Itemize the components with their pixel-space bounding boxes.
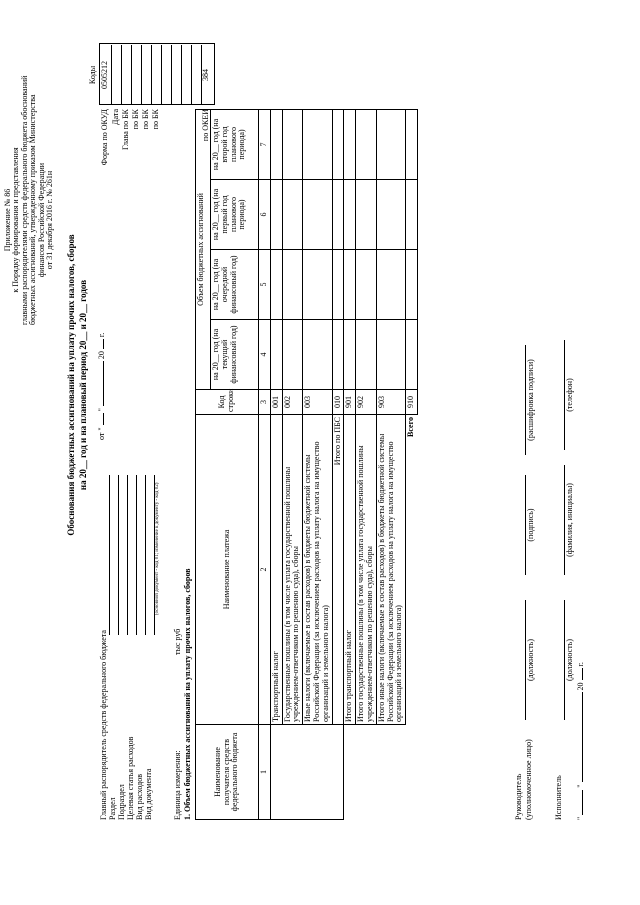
col-num: 6 [259,180,271,250]
row-code: 901 [344,390,356,415]
form-subtitle: на 20__ год и на плановый период 20__ и 20__ годов [78,279,88,491]
column-numbers-row [259,109,271,819]
value-cell[interactable] [303,109,332,179]
payment-name: Итого по ПБС [332,415,344,725]
payment-name: Всего [406,415,418,725]
field-label-razdel: Раздел [108,797,117,820]
value-cell[interactable] [282,180,303,250]
sign-date: " " 20 г. [576,662,585,820]
col-header-recipient: Наименование получателя средств федерального бюджета [196,725,259,820]
field-label-cs: Целевая статья расходов [126,736,135,820]
caption-position: (должность) [565,639,574,681]
appendix-line: бюджетных ассигнований, утвержденному приказом Министерства [28,94,38,325]
value-cell[interactable] [376,109,405,179]
col-num: 2 [259,415,271,725]
value-cell[interactable] [270,320,282,390]
bk-label: по БК [131,109,140,130]
value-cell[interactable] [303,320,332,390]
appendix-line: к Порядку формирования и представления [11,147,21,293]
empty-cell [376,725,405,820]
payment-name: Итого транспортный налог [344,415,356,725]
okud-code: 0505212 [100,61,109,89]
value-cell[interactable] [332,250,344,320]
value-cell[interactable] [376,320,405,390]
payment-name: Транспортный налог [270,415,282,725]
empty-cell [356,725,377,820]
caption-decode: (расшифровка подписи) [526,359,535,441]
col-header-payment: Наименование платежа [196,415,259,725]
col-num: 4 [259,320,271,390]
value-cell[interactable] [270,109,282,179]
table-row [376,109,405,819]
col-num: 1 [259,725,271,820]
value-cell[interactable] [356,180,377,250]
unit-value: тыс руб [173,628,182,655]
executor-label: Исполнитель [554,775,563,820]
col-header-year4: на 20__ год (на второй год планового периода) [211,109,259,179]
col-num: 7 [259,109,271,179]
form-title: Обоснования бюджетных ассигнований на уплату прочих налогов, сборов [66,234,76,536]
okei-code: 384 [201,69,210,81]
okud-label: Форма по ОКУД [100,109,109,166]
payment-name: Иные налоги (включаемые в состав расходов) в бюджеты бюджетной системы Российской Федерации (за исключением расходов на уплату налога на имущество организаций и земельного налога) [303,415,332,725]
date-label: Дата [111,109,120,125]
date-line: от " " 20 г. [97,332,106,440]
value-cell[interactable] [356,320,377,390]
value-cell[interactable] [376,180,405,250]
table-row [303,109,332,819]
value-cell[interactable] [270,180,282,250]
head-label-sub: (уполномоченное лицо) [524,739,533,820]
table-row [356,109,377,819]
caption-signature: (подпись) [526,508,535,542]
table-row [282,109,303,819]
value-cell[interactable] [406,180,418,250]
col-header-volume: Объем бюджетных ассигнований [196,109,211,389]
codes-header: Коды [88,65,97,85]
row-code: 002 [282,390,303,415]
value-cell[interactable] [406,109,418,179]
table-row [270,109,282,819]
field-label-doc: Вид документа [144,768,153,820]
bk-label: по БК [151,109,160,130]
table-row [332,109,344,819]
field-label-gr: Главный распорядитель средств федерального бюджета [99,630,108,820]
value-cell[interactable] [344,320,356,390]
caption-position: (должность) [526,639,535,681]
value-cell[interactable] [332,109,344,179]
glava-label: Глава по БК [121,109,130,150]
field-label-podrazdel: Подраздел [117,784,126,820]
col-header-year3: на 20__ год (на первый год планового периода) [211,180,259,250]
col-header-year1: на 20__ год (на текущий финансовый год) [211,320,259,390]
head-label: Руководитель [514,773,523,820]
codes-box [99,43,215,105]
unit-label: Единица измерения: [173,750,182,820]
payment-name: Итого государственные пошлины (в том числе уплата государственной пошлины учреждением-ответчиком по решению суда), сборы [356,415,377,725]
value-cell[interactable] [282,320,303,390]
row-code: 003 [303,390,332,415]
row-code: 910 [406,390,418,415]
table-row [344,109,356,819]
value-cell[interactable] [332,320,344,390]
row-code: 902 [356,390,377,415]
value-cell[interactable] [344,109,356,179]
value-cell[interactable] [356,250,377,320]
bk-label: по БК [141,109,150,130]
payment-name: Государственные пошлины (в том числе уплата государственной пошлины учреждением-ответчиком по решению суда), сборы [282,415,303,725]
value-cell[interactable] [356,109,377,179]
value-cell[interactable] [270,250,282,320]
field-label-vr: Вид расходов [135,774,144,820]
value-cell[interactable] [282,250,303,320]
value-cell[interactable] [406,250,418,320]
doc-type-hint: (основной документ - код 01; изменение к документу - код 02) [155,482,160,615]
appendix-line: финансов Российской Федерации [36,162,46,278]
value-cell[interactable] [332,180,344,250]
value-cell[interactable] [303,180,332,250]
col-num: 5 [259,250,271,320]
col-header-code: Код строки [196,390,259,415]
row-code: 010 [332,390,344,415]
value-cell[interactable] [406,320,418,390]
value-cell[interactable] [344,250,356,320]
caption-name: (фамилия, инициалы) [565,483,574,557]
appendix-block [3,75,54,325]
col-header-year2: на 20__ год (на очередной финансовый год) [211,250,259,320]
payment-name: Итого иные налоги (включаемые в состав расходов) в бюджеты бюджетной системы Российской Федерации (за исключением расходов на уплату налога на имущество организаций и земельного налога) [376,415,405,725]
empty-cell [406,725,418,820]
appendix-line: от 31 декабря 2016 г. № 261н [44,170,54,270]
value-cell[interactable] [344,180,356,250]
section-title: 1. Объем бюджетных ассигнований на уплату прочих налогов, сборов [183,568,192,820]
col-num: 3 [259,390,271,415]
value-cell[interactable] [282,109,303,179]
recipient-cell[interactable] [270,725,344,820]
empty-cell [344,725,356,820]
okei-label: по ОКЕИ [201,109,210,142]
value-cell[interactable] [376,250,405,320]
row-code: 903 [376,390,405,415]
appendix-line: главными распорядителями средств федерального бюджета обоснований [19,75,29,325]
table-row [406,109,418,819]
value-cell[interactable] [303,250,332,320]
row-code: 001 [270,390,282,415]
appendix-title: Приложение № 86 [3,188,12,252]
allocations-table [195,109,418,820]
caption-phone: (телефон) [565,378,574,412]
